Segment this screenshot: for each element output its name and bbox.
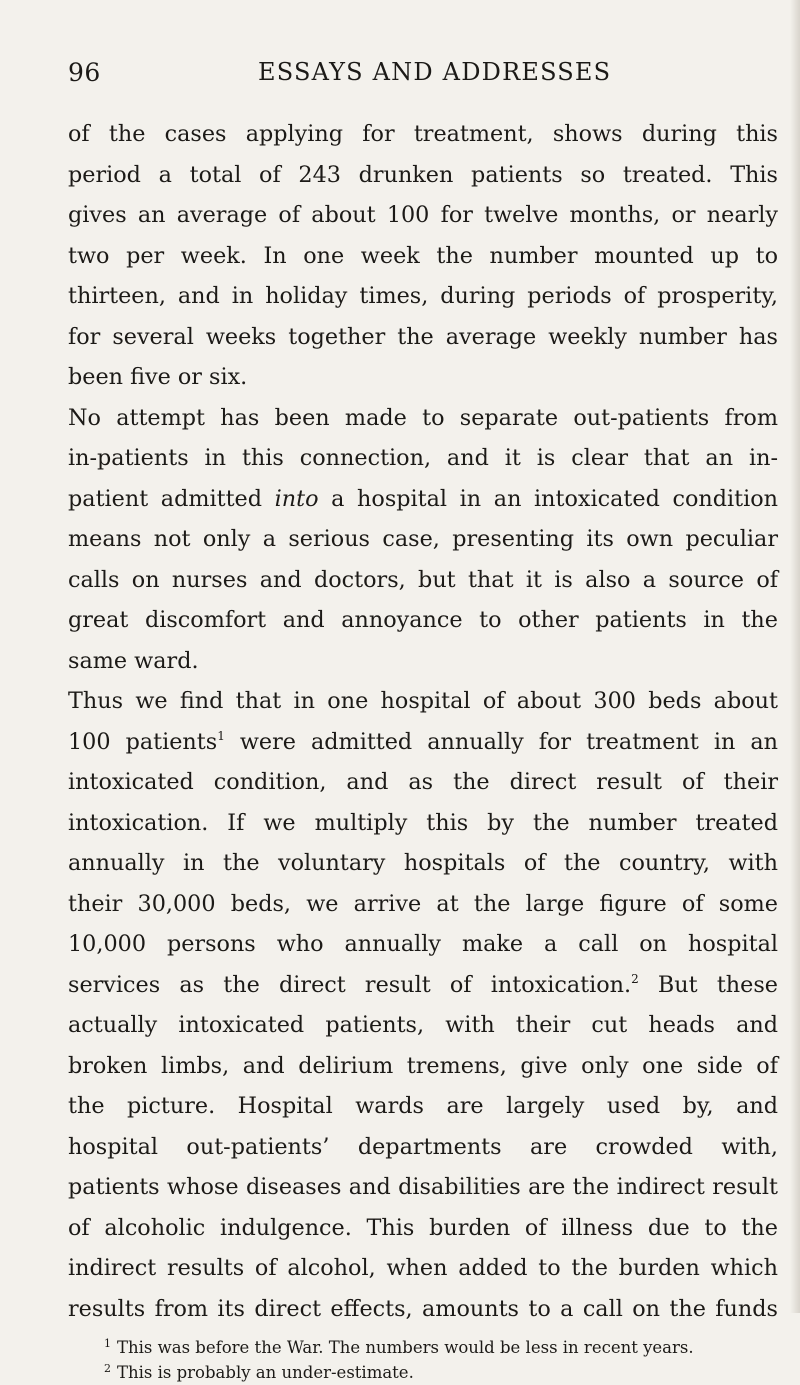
book-page — [68, 58, 778, 1385]
footnote-ref-1: 1 — [217, 728, 225, 743]
paragraph-3 — [68, 681, 778, 1329]
footnote-text: This was before the War. The numbers would be less in recent years. — [117, 1338, 694, 1357]
text-line: results from its direct effects, amounts to a call on the funds — [68, 1295, 778, 1322]
text-line: calls on nurses and doctors, but that it is also a source of — [68, 566, 778, 593]
text-segment: 100 patients — [68, 728, 218, 755]
text-segment: But these — [638, 971, 778, 998]
text-line: indirect results of alcohol, when added to the burden which — [68, 1255, 778, 1281]
text-line: two per week. In one week the number mounted up to — [68, 242, 778, 269]
footnote-ref-2: 2 — [631, 971, 639, 986]
text-line: thirteen, and in holiday times, during periods of prosperity, — [68, 283, 778, 309]
text-segment: were admitted annually for treatment in an — [224, 728, 778, 755]
text-line: in-patients in this connection, and it is clear that an in- — [68, 445, 778, 471]
running-head — [68, 58, 778, 98]
text-line: the picture. Hospital wards are largely used by, and — [68, 1093, 778, 1119]
text-segment: services as the direct result of intoxication. — [68, 971, 632, 998]
text-line: Thus we find that in one hospital of about 300 beds about — [68, 688, 778, 714]
body-text — [68, 114, 778, 1329]
paragraph-1 — [68, 114, 778, 398]
text-line: same ward. — [68, 647, 199, 674]
text-line: of alcoholic indulgence. This burden of illness due to the — [68, 1214, 778, 1241]
text-line: broken limbs, and delirium tremens, give only one side of — [68, 1052, 778, 1079]
text-line: their 30,000 beds, we arrive at the large figure of some — [68, 890, 778, 917]
footnote-1 — [68, 1335, 778, 1360]
footnote-2 — [68, 1360, 778, 1385]
footnote-text: This is probably an under-estimate. — [117, 1363, 414, 1382]
text-line: great discomfort and annoyance to other patients in the — [68, 607, 778, 633]
running-title: ESSAYS AND ADDRESSES — [258, 58, 612, 86]
text-line: period a total of 243 drunken patients so treated. This — [68, 161, 778, 188]
text-line: means not only a serious case, presenting its own peculiar — [68, 526, 778, 552]
text-line: 10,000 persons who annually make a call on hospital — [68, 931, 778, 957]
text-line: gives an average of about 100 for twelve months, or nearly — [68, 202, 778, 228]
footnotes — [68, 1335, 778, 1385]
text-line: of the cases applying for treatment, shows during this — [68, 121, 778, 147]
paragraph-2 — [68, 398, 778, 682]
text-segment: patient admitted — [68, 485, 275, 512]
footnote-marker: 2 — [104, 1362, 111, 1375]
text-line: patients whose diseases and disabilities are the indirect result — [68, 1174, 778, 1200]
text-line: intoxicated condition, and as the direct result of their — [68, 769, 778, 795]
page-number: 96 — [68, 58, 101, 87]
text-segment: a hospital in an intoxicated condition — [318, 485, 779, 512]
text-line — [68, 965, 778, 1006]
text-line: for several weeks together the average weekly number has — [68, 323, 778, 350]
page-edge-shadow — [790, 0, 800, 1313]
italic-word: into — [274, 485, 319, 512]
footnote-marker: 1 — [104, 1337, 111, 1350]
text-line: been five or six. — [68, 364, 248, 390]
text-line — [68, 722, 778, 763]
text-line: No attempt has been made to separate out-patients from — [68, 404, 778, 431]
text-line: annually in the voluntary hospitals of the country, with — [68, 850, 778, 876]
text-line: actually intoxicated patients, with their cut heads and — [68, 1012, 778, 1038]
text-line: intoxication. If we multiply this by the number treated — [68, 809, 778, 836]
text-line — [68, 479, 778, 520]
text-line: hospital out-patients’ departments are crowded with, — [68, 1133, 778, 1160]
